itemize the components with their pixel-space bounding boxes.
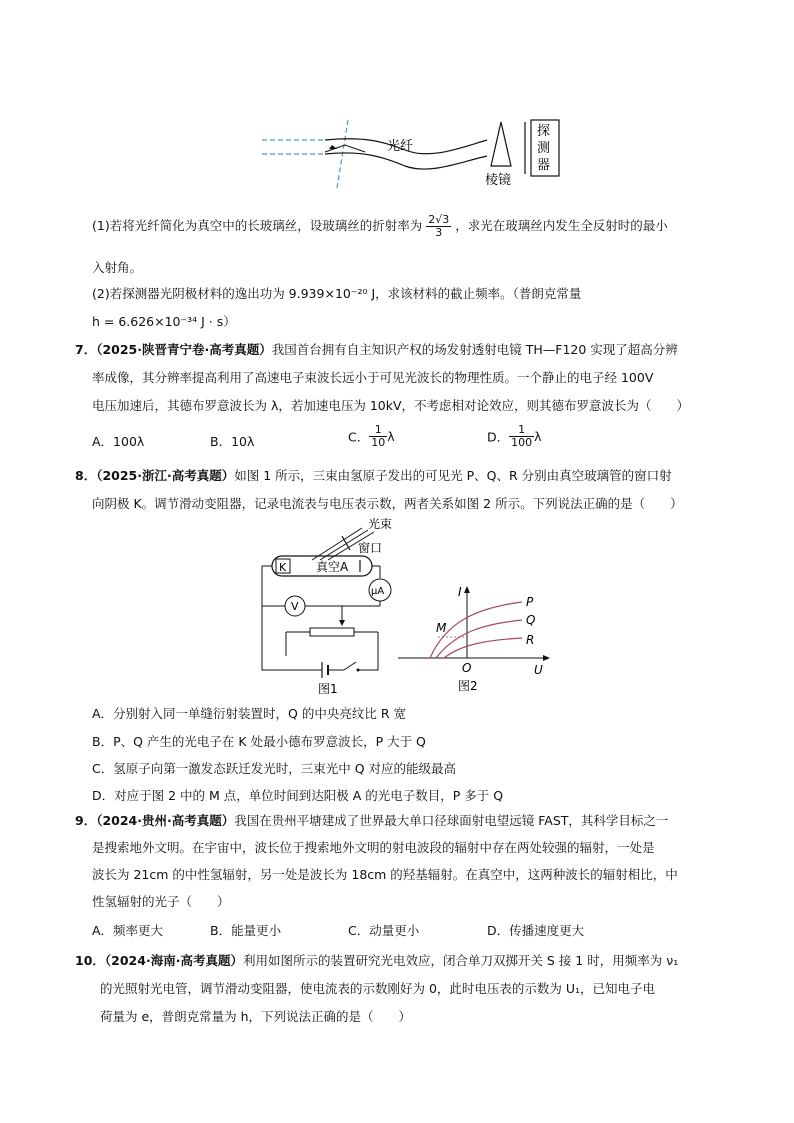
q9-option-d[interactable]: D．传播速度更大 xyxy=(487,923,585,938)
q8-option-c[interactable]: C．氢原子向第一激发态跃迁发光时，三束光中 Q 对应的能级最高 xyxy=(92,761,457,776)
q8-option-b[interactable]: B．P、Q 产生的光电子在 K 处最小德布罗意波长，P 大于 Q xyxy=(92,734,426,749)
fiber-bottom-edge xyxy=(325,153,487,169)
figure2-caption: 图2 xyxy=(458,679,478,693)
q8-iu-graph xyxy=(396,582,556,694)
q6-part2-line1: (2)若探测器光阴极材料的逸出功为 9.939×10⁻²⁰ J，求该材料的截止频率。（普朗克常量 xyxy=(92,286,582,301)
q10-source: （2024·海南·高考真题） xyxy=(104,953,243,968)
q7-option-c-lambda: λ xyxy=(387,429,395,444)
switch-icon xyxy=(344,662,356,670)
origin-label: O xyxy=(462,661,472,675)
detector-char-3: 器 xyxy=(537,158,551,173)
q8-circuit-figure xyxy=(250,518,398,698)
normal-line xyxy=(337,120,348,188)
q7-d-denominator: 100 xyxy=(511,436,533,449)
fraction-numerator: 2√3 xyxy=(428,213,450,226)
prism-icon xyxy=(491,122,511,166)
q7-option-d-lambda: λ xyxy=(534,429,542,444)
refractive-index-fraction xyxy=(426,214,451,239)
curve-r-label: R xyxy=(526,633,535,647)
detector-char-1: 探 xyxy=(537,124,551,139)
q8-source: （2025·浙江·高考真题） xyxy=(96,468,235,483)
q7-source: （2025·陕晋青宁卷·高考真题） xyxy=(96,342,272,357)
q8-option-a[interactable]: A．分别射入同一单缝衍射装置时，Q 的中央亮纹比 R 宽 xyxy=(92,706,406,721)
q7-option-d-letter: D． xyxy=(487,429,510,445)
q7-line3: 电压加速后，其德布罗意波长为 λ，若加速电压为 10kV，不考虑相对论效应，则其德布罗意波长为（ ） xyxy=(92,398,690,413)
q7-option-c[interactable] xyxy=(348,424,395,449)
tube-label: 真空A xyxy=(316,560,349,574)
window-label: 窗口 xyxy=(358,541,383,555)
curve-r xyxy=(444,638,522,658)
q9-number: 9． xyxy=(75,813,97,828)
q7-c-numerator: 1 xyxy=(369,424,387,437)
slider-arrow-icon xyxy=(339,620,345,626)
detector-char-2: 测 xyxy=(537,141,551,156)
fiber-figure xyxy=(255,118,565,190)
q8-option-d[interactable]: D．对应于图 2 中的 M 点，单位时间到达阳极 A 的光电子数目，P 多于 Q xyxy=(92,788,504,803)
q7-line2: 率成像，其分辨率提高利用了高速电子束波长远小于可见光波长的物理性质。一个静止的电子经 100V xyxy=(92,370,654,385)
figure1-caption: 图1 xyxy=(318,682,338,696)
q7-text-1: 我国首台拥有自主知识产权的场发射透射电镜 TH—F120 实现了超高分辨 xyxy=(271,342,678,357)
q10-number: 10． xyxy=(75,953,105,968)
q8-line1 xyxy=(75,468,672,484)
q6-part1-line1 xyxy=(92,214,668,239)
q7-option-b[interactable]: B．10λ xyxy=(210,434,255,449)
q7-line1 xyxy=(75,342,678,358)
q10-line2: 的光照射光电管，调节滑动变阻器，使电流表的示数刚好为 0，此时电压表的示数为 U₁，已知电子电 xyxy=(100,981,656,996)
q8-text-1: 如图 1 所示，三束由氢原子发出的可见光 P、Q、R 分别由真空玻璃管的窗口射 xyxy=(234,468,672,483)
u-axis-label: U xyxy=(534,663,543,677)
q7-d-numerator: 1 xyxy=(509,424,534,437)
ray-arrow-icon xyxy=(329,145,337,149)
q9-option-c[interactable]: C．动量更小 xyxy=(348,923,420,938)
prism-label: 棱镜 xyxy=(485,173,512,188)
i-axis-label: I xyxy=(458,585,462,599)
q9-line4: 性氢辐射的光子（ ） xyxy=(92,894,230,909)
q6-part1-text-b: ，求光在玻璃丝内发生全反射时的最小 xyxy=(455,218,668,233)
q9-line3: 波长为 21cm 的中性氢辐射，另一处是波长为 18cm 的羟基辐射。在真空中，这两种波长的辐射相比，中 xyxy=(92,867,678,882)
q7-option-c-letter: C． xyxy=(348,429,370,445)
q9-line2: 是搜索地外文明。在宇宙中，波长位于搜索地外文明的射电波段的辐射中存在两处较强的辐射，一处是 xyxy=(92,840,655,855)
q7-number: 7． xyxy=(75,342,97,357)
q9-source: （2024·贵州·高考真题） xyxy=(96,813,235,828)
q6-part2-line2: h = 6.626×10⁻³⁴ J · s） xyxy=(92,314,236,329)
fraction-denominator: 3 xyxy=(435,226,443,239)
q7-option-d[interactable] xyxy=(487,424,542,449)
q8-number: 8． xyxy=(75,468,97,483)
q10-line1 xyxy=(75,953,678,969)
q6-part1-line2: 入射角。 xyxy=(92,260,143,275)
beam-label: 光束 xyxy=(368,518,393,531)
voltmeter-label: V xyxy=(291,600,299,613)
i-axis-arrow-icon xyxy=(464,586,470,593)
cathode-k-label: K xyxy=(279,561,287,574)
q8-line2: 向阴极 K。调节滑动变阻器，记录电流表与电压表示数，两者关系如图 2 所示。下列说法正确的是（ ） xyxy=(92,496,683,511)
q9-option-b[interactable]: B．能量更小 xyxy=(210,923,282,938)
rheostat xyxy=(310,628,354,636)
q7-option-c-fraction xyxy=(369,424,387,449)
q9-line1 xyxy=(75,813,668,829)
curve-q-label: Q xyxy=(526,613,536,627)
q7-option-d-fraction xyxy=(509,424,534,449)
q7-c-denominator: 10 xyxy=(371,436,386,449)
q10-text-1: 利用如图所示的装置研究光电效应，闭合单刀双掷开关 S 接 1 时，用频率为 ν₁ xyxy=(242,953,679,968)
q9-option-a[interactable]: A．频率更大 xyxy=(92,923,164,938)
fiber-label: 光纤 xyxy=(387,139,414,154)
q9-text-1: 我国在贵州平塘建成了世界最大单口径球面射电望远镜 FAST，其科学目标之一 xyxy=(234,813,669,828)
microammeter-label: μA xyxy=(371,586,385,597)
point-m-label: M xyxy=(436,621,447,635)
q7-option-a[interactable]: A．100λ xyxy=(92,434,145,449)
u-axis-arrow-icon xyxy=(543,655,550,661)
q6-part1-text-a: (1)若将光纤简化为真空中的长玻璃丝，设玻璃丝的折射率为 xyxy=(92,218,423,233)
q10-line3: 荷量为 e，普朗克常量为 h，下列说法正确的是（ ） xyxy=(100,1009,412,1024)
curve-p-label: P xyxy=(526,595,534,609)
